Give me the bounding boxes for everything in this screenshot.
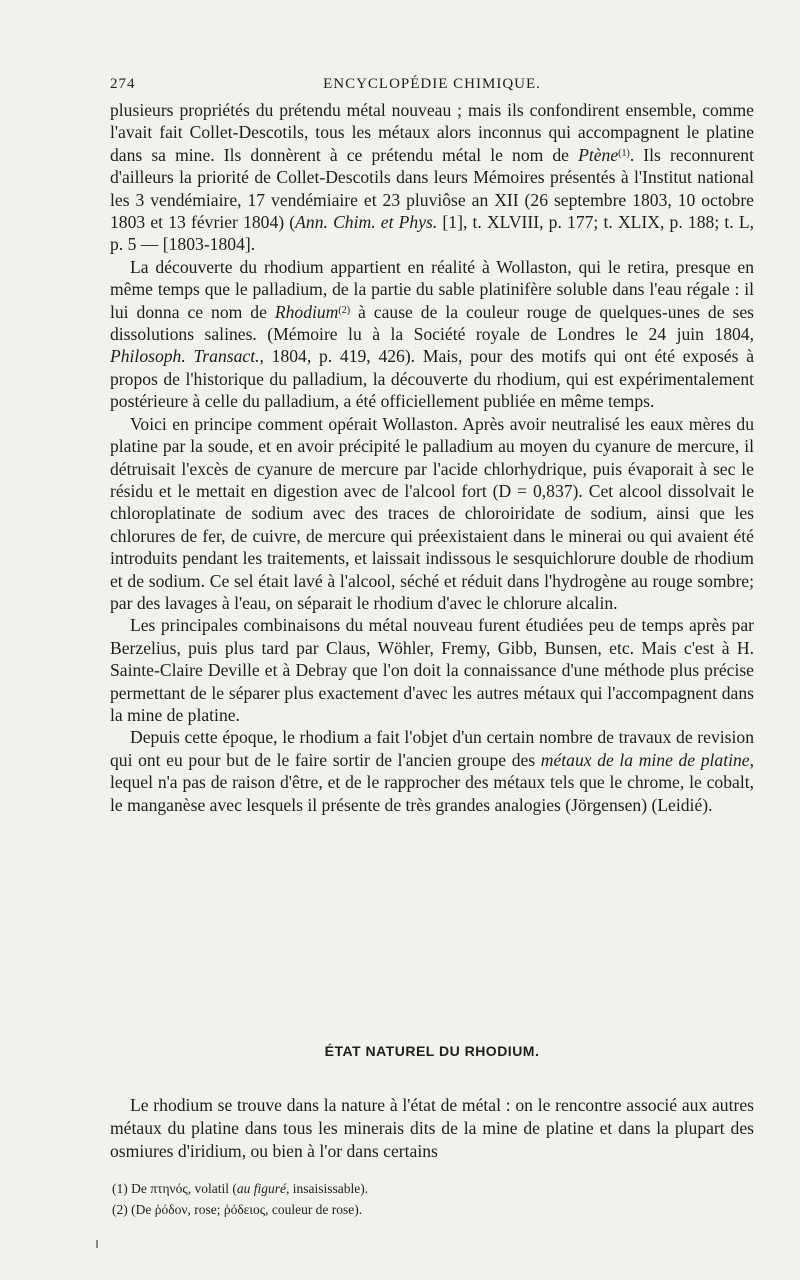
page-number: 274 [110, 76, 136, 92]
footnotes [112, 1178, 752, 1220]
footnote-2: (2) (De ῥόδον, rose; ῥόδειος, couleur de rose). [112, 1202, 363, 1217]
running-title: ENCYCLOPÉDIE CHIMIQUE. [323, 76, 541, 92]
term-ptene: Ptène [578, 144, 619, 165]
footnote-ref-1: (1) [618, 147, 630, 159]
section-paragraph: Le rhodium se trouve dans la nature à l'état de métal : on le rencontre associé aux autres métaux du platine dans tous les minerais dits de la mine de platine et dans la plupart des osmiures d'iridium, ou bien à l'or dans certains [110, 1095, 754, 1161]
paragraph-4: Les principales combinaisons du métal nouveau furent étudiées peu de temps après par Berzelius, puis plus tard par Claus, Wöhler, Fremy, Gibb, Bunsen, etc. Mais c'est à H. Sainte-Claire Deville et à Debray que l'on doit la connaissance d'une méthode plus précise permettant de le séparer plus exactement d'avec les autres métaux qui l'accompagnent dans la mine de platine. [110, 615, 754, 725]
paragraph-1: plusieurs propriétés du prétendu métal nouveau ; mais ils confondirent ensemble, comme l'avait fait Collet-Descotils, tous les métaux alors inconnus qui accompagnent le platine dans sa mine. Ils donnèrent à ce prétendu métal le nom de Ptène$^{(1)}$. Ils reconnurent d'ailleurs la priorité de Collet-Descotils dans leurs Mémoires présentés à l'Institut national les 3 vendémiaire, 17 vendémiaire et 23 pluviôse an XII (26 septembre 1803, 10 octobre 1803 et 13 février 1804) (Ann. Chim. et Phys. [1], t. XLVIII, p. 177; t. XLIX, p. 188; t. L, p. 5 — [1803-1804]. [110, 100, 754, 255]
running-header [110, 76, 754, 98]
paragraph-3: Voici en principe comment opérait Wollaston. Après avoir neutralisé les eaux mères du platine par la soude, et en avoir précipité le palladium au moyen du cyanure de mercure, il détruisait l'excès de cyanure de mercure par l'acide chlorhydrique, puis évaporait à sec le résidu et le mettait en digestion avec de l'alcool fort (D = 0,837). Cet alcool dissolvait le chloroplatinate de sodium avec des traces de chloroiridate de sodium, ainsi que les chlorures de fer, de cuivre, de mercure qui préexistaient dans le minerai ou qui avaient été introduits pendant les traitements, et laissait indissous le sesquichlorure double de rhodium et de sodium. Ce sel était lavé à l'alcool, séché et réduit dans l'hydrogène au rouge sombre; par des lavages à l'eau, on séparait le rhodium d'avec le chlorure alcalin. [110, 413, 754, 613]
section-heading: ÉTAT NATUREL DU RHODIUM. [324, 1043, 540, 1059]
footnote-ref-2: (2) [338, 304, 351, 316]
paragraph-2: La découverte du rhodium appartient en réalité à Wollaston, qui le retira, presque en même temps que le palladium, de la partie du sable platinifère soluble dans l'eau régale : il lui donna ce nom de Rhodium$^{(2)}$ à cause de la couleur rouge de quelques-unes de ses dissolutions salines. (Mémoire lu à la Société royale de Londres le 24 juin 1804, Philosoph. Transact., 1804, p. 419, 426). Mais, pour des motifs qui ont été exposés à propos de l'historique du palladium, la découverte du rhodium, qui est expérimentalement postérieure à celle du palladium, a été officiellement publiée en même temps. [110, 256, 754, 412]
term-metaux-mine-platine: métaux de la mine de platine [540, 749, 750, 770]
main-text [110, 99, 754, 816]
term-rhodium: Rhodium [274, 301, 339, 322]
footnote-1: (1) De πτηνός, volatil (au figuré, insaisissable). [112, 1181, 369, 1196]
scan-artifact [96, 1240, 98, 1248]
journal-citation: Ann. Chim. et Phys. [295, 212, 438, 233]
paragraph-5: Depuis cette époque, le rhodium a fait l'objet d'un certain nombre de travaux de revision qui ont eu pour but de le faire sortir de l'ancien groupe des métaux de la mine de platine, lequel n'a pas de raison d'être, et de le rapprocher des métaux tels que le chrome, le cobalt, le manganèse avec lesquels il présente de très grandes analogies (Jörgensen) (Leidié). [110, 727, 754, 815]
journal-citation: Philosoph. Transact. [110, 346, 260, 367]
section-text [110, 1094, 754, 1163]
